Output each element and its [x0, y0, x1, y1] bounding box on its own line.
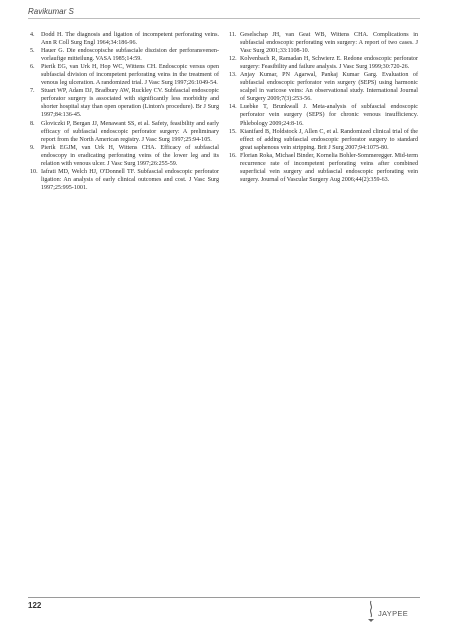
reference-number: 6. — [30, 64, 35, 71]
header-rule — [28, 18, 420, 19]
reference-text: Hauer G. Die endoscopische subfasciale diszision der perforansvenen-vorlaufige mitteilung. VASA 1985;14:59. — [41, 48, 219, 63]
reference-item — [229, 71, 418, 103]
reference-item — [229, 31, 418, 55]
reference-number: 11. — [229, 32, 237, 38]
reference-text: Gloviczki P, Bergan JJ, Menawant SS, et al. Safety, feasibility and early efficacy of subfascial endoscopic perforator surgery: A preliminary report from the North American registry. J Vasc Surg 1997;25:94-105. — [41, 120, 219, 143]
reference-number: 14. — [229, 104, 237, 111]
reference-number: 13. — [229, 72, 237, 79]
reference-text: Pierik EG, van Urk H, Hop WC, Wittens CH. Endoscopic versus open subfascial division of incompetent perforating veins in the treatment of venous leg ulceration. A randomized trial. J Vasc Surg 1997;26:1049-54. — [41, 64, 219, 87]
reference-number: 7. — [30, 88, 35, 95]
reference-text: Stuart WP, Adam DJ, Bradbury AW, Ruckley CV. Subfascial endoscopic perforator surgery is associated with significantly less morbidity and shorter hospital stay than open operation (Linton's procedure). Br J Surg 1997;84:136-45. — [41, 88, 219, 119]
reference-number: 8. — [30, 120, 35, 127]
references-left-column — [30, 31, 219, 192]
reference-item — [30, 47, 219, 63]
references-right-column — [229, 31, 418, 184]
reference-number: 10. — [30, 168, 38, 175]
reference-item — [30, 120, 219, 144]
reference-text: Anjay Kumar, PN Agarwal, Pankaj Kumar Garg. Evaluation of subfascial endoscopic perforator vein surgery (SEPS) using harmonic scalpel in varicose veins: An observational study. International Journal of Surgery 2009;7(3):253-56. — [240, 72, 418, 103]
reference-item — [30, 168, 219, 192]
reference-text: Iafrati MD, Welch HJ, O'Donnell TF. Subfascial endoscopic perforator ligation: An analysis of early clinical outcomes and cost. J Vasc Surg 1997;25:995-1001. — [41, 168, 219, 191]
reference-number: 4. — [30, 32, 35, 38]
reference-number: 16. — [229, 152, 237, 159]
reference-item — [30, 63, 219, 87]
reference-item — [229, 128, 418, 152]
reference-number: 12. — [229, 56, 237, 63]
reference-number: 15. — [229, 128, 237, 135]
page-number: 122 — [28, 601, 42, 610]
running-header-author: Ravikumar S — [28, 7, 74, 16]
reference-item — [30, 31, 219, 47]
reference-number: 9. — [30, 144, 35, 151]
reference-item — [30, 144, 219, 168]
reference-text: Geselschap JH, van Geat WB, Wittens CHA. Complications in subfascial endoscopic perforating vein surgery: A report of two cases. J Vasc Surg 2001;33:1108-10. — [240, 32, 418, 55]
publisher-emblem-icon — [366, 600, 376, 622]
reference-text: Dodd H. The diagnosis and ligation of incompetent perforating veins. Ann R Coll Surg Engl 1964;34:186-96. — [41, 32, 219, 47]
reference-item — [229, 152, 418, 184]
reference-text: Kianifard B, Holdstock J, Allen C, et al. Randomized clinical trial of the effect of adding subfascial endoscopic perforator surgery to standard great saphenous vein stripping. Brit J Surg 2007;94:1075-80. — [240, 128, 418, 151]
reference-text: Pierik EGJM, van Urk H, Wittens CHA. Efficacy of subfascial endoscopy in eradicating perforating veins of the lower leg and its relation with venous ulcer. J Vasc Surg 1997;26:255-59. — [41, 144, 219, 167]
reference-item — [229, 103, 418, 127]
reference-number: 5. — [30, 48, 35, 55]
footer-rule — [28, 597, 420, 598]
reference-text: Kolvenbach R, Ramadan H, Schwierz E. Redone endoscopic perforator surgery: Feasibility and failure analysis. J Vasc Surg 1999;30:720-26. — [240, 56, 418, 71]
reference-item — [229, 55, 418, 71]
reference-text: Luebke T, Brunkwall J. Meta-analysis of subfascial endoscopic perforator vein surgery (SEPS) for chronic venous insufficiency. Phlebology 2009;24:8-16. — [240, 104, 418, 127]
publisher-name: JAYPEE — [378, 609, 409, 618]
publisher-logo — [360, 600, 420, 624]
reference-text: Florian Roka, Michael Binder, Kornelia Bohler-Sommeregger. Mid-term recurrence rate of incompetent perforating veins after combined superficial vein surgery and subfascial endoscopic perforating vein surgery. Journal of Vascular Surgery Aug 2006;44(2):359-63. — [240, 152, 418, 183]
reference-item — [30, 87, 219, 119]
